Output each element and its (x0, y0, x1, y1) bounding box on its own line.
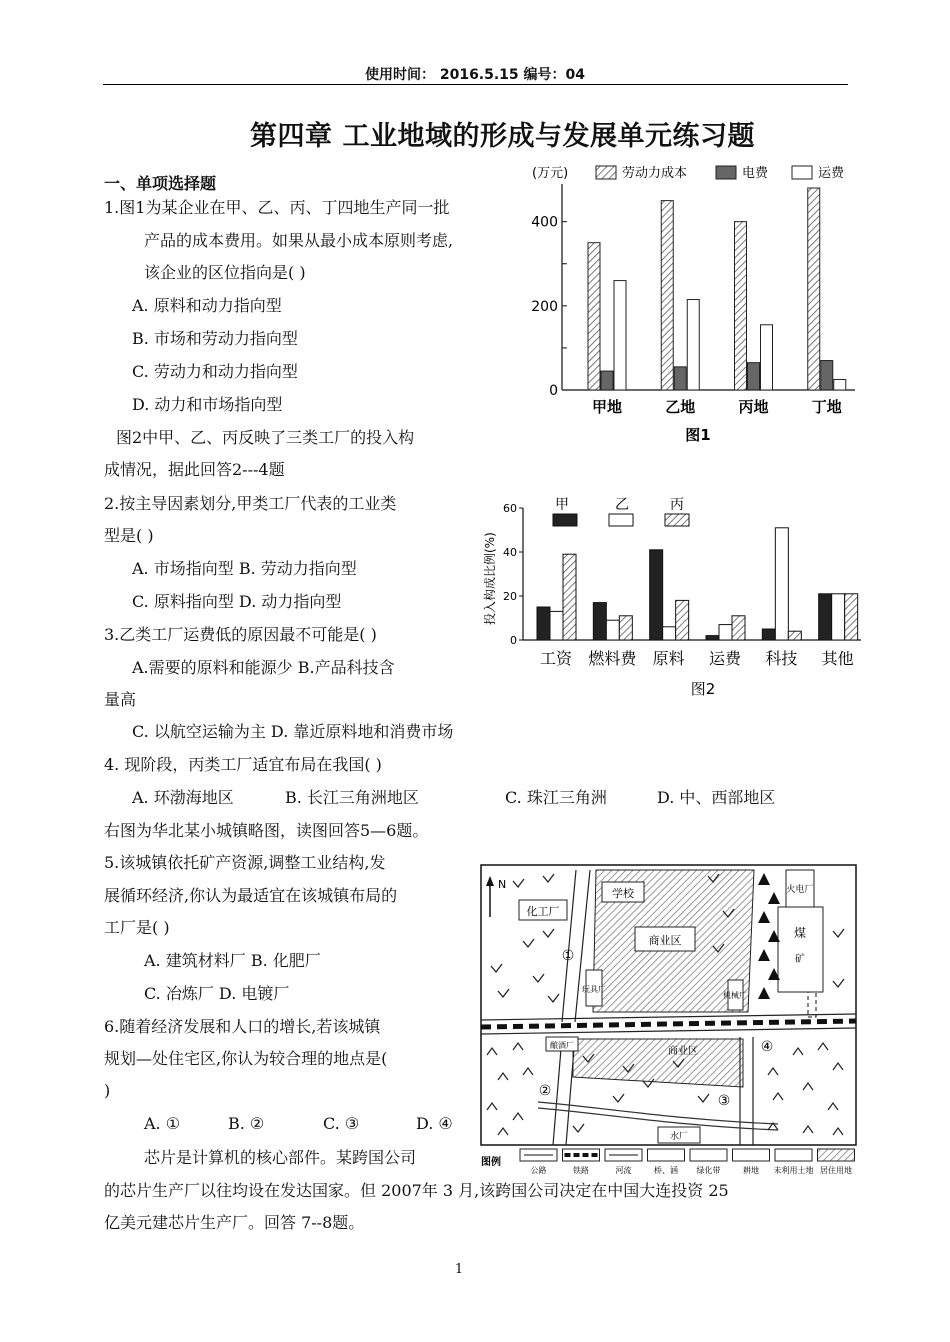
q4-stem: 4. 现阶段，丙类工厂适宜布局在我国( ) (104, 755, 382, 774)
section-heading: 一、单项选择题 (104, 174, 217, 193)
fig2-ytick-label: 20 (503, 590, 517, 603)
figure-2-chart (478, 495, 863, 705)
legend-label: 铁路 (573, 1166, 589, 1175)
q1-stem-2: 产品的成本费用。如果从最小成本原则考虑, (144, 231, 454, 250)
fig1-legend-power: 电费 (742, 166, 769, 181)
fig1-legend-swatch-labor (596, 166, 616, 179)
fig2-bar-3 (563, 554, 576, 640)
fig2-legend-swatch-bing (665, 514, 689, 526)
q4-option-d: D. 中、西部地区 (657, 788, 776, 807)
q6-option-c: C. ③ (323, 1114, 360, 1133)
fig1-bar-1 (588, 243, 600, 390)
fig2-legend-yi: 乙 (615, 497, 629, 513)
fig1-legend-labor: 劳动力成本 (622, 166, 688, 181)
fig1-bar-1 (661, 201, 673, 390)
fig2-bar-2 (775, 528, 788, 640)
q2-options-cd: C. 原料指向型 D. 动力指向型 (132, 592, 342, 611)
map-label-school: 学校 (612, 887, 634, 900)
fig2-bar-3 (788, 631, 801, 640)
map-label-north: N (498, 878, 507, 891)
fig1-bar-3 (687, 300, 699, 390)
q6-option-d: D. ④ (416, 1114, 453, 1133)
q5-options-ab: A. 建筑材料厂 B. 化肥厂 (144, 951, 321, 970)
fig2-category-label: 燃料费 (588, 649, 637, 668)
fig2-bar-1 (537, 607, 550, 640)
fig2-category-label: 科技 (765, 649, 798, 668)
q6-stem-1: 6.随着经济发展和人口的增长,若该城镇 (104, 1017, 381, 1036)
q1-option-a: A. 原料和动力指向型 (132, 296, 282, 315)
fig2-category-label: 原料 (652, 649, 685, 668)
q4-option-c: C. 珠江三角洲 (505, 788, 607, 807)
q1-option-c: C. 劳动力和动力指向型 (132, 362, 298, 381)
town-map (478, 862, 862, 1178)
intro-7-8-line2: 的芯片生产厂以往均设在发达国家。但 2007年 3 月,该跨国公司决定在中国大连投资 25 (104, 1181, 729, 1200)
header-meta: 使用时间： 2016.5.15 编号：04 (364, 67, 586, 83)
fig1-category-label: 甲地 (591, 398, 623, 416)
fig1-bar-3 (834, 379, 846, 390)
q1-stem-3: 该企业的区位指向是( ) (144, 263, 306, 282)
fig2-ytick-label: 40 (503, 546, 517, 559)
fig1-ytick-label: 0 (549, 383, 558, 399)
fig2-bar-3 (676, 600, 689, 640)
fig2-ytick-label: 60 (503, 502, 517, 515)
legend-swatch (648, 1149, 685, 1161)
fig2-ytick-label: 0 (510, 634, 517, 647)
legend-label: 公路 (530, 1166, 547, 1175)
map-marker-1: ① (561, 948, 575, 964)
intro-7-8-line1: 芯片是计算机的核心部件。某跨国公司 (144, 1148, 417, 1167)
map-marker-3: ③ (717, 1093, 731, 1109)
map-label-power: 火电厂 (786, 885, 814, 895)
fig1-caption: 图1 (685, 426, 711, 444)
map-label-commerce2: 商业区 (668, 1046, 698, 1057)
fig2-caption: 图2 (690, 680, 716, 698)
map-label-brew: 酿酒厂 (550, 1041, 574, 1050)
fig2-legend-jia: 甲 (555, 497, 569, 513)
fig2-bar-2 (550, 611, 563, 640)
map-label-machine: 机械厂 (723, 991, 747, 1000)
fig1-bar-3 (614, 281, 626, 390)
fig2-bar-2 (606, 620, 619, 640)
fig1-bar-2 (821, 361, 833, 390)
q3-options-cd: C. 以航空运输为主 D. 靠近原料地和消费市场 (132, 722, 454, 741)
map-label-water: 水厂 (669, 1132, 689, 1142)
fig2-bar-3 (845, 594, 858, 640)
q2-options-ab: A. 市场指向型 B. 劳动力指向型 (132, 559, 357, 578)
q5-options-cd: C. 冶炼厂 D. 电镀厂 (144, 984, 290, 1003)
fig2-bar-2 (663, 627, 676, 640)
map-label-coal: 煤 (793, 926, 807, 940)
fig2-legend-swatch-jia (553, 514, 577, 526)
map-legend-title: 图例 (481, 1157, 501, 1168)
intro-7-8-line3: 亿美元建芯片生产厂。回答 7--8题。 (104, 1213, 365, 1232)
q6-stem-3: ) (104, 1081, 111, 1100)
legend-label: 河流 (615, 1166, 632, 1175)
legend-label: 未利用土地 (773, 1166, 814, 1175)
fig2-bar-1 (762, 629, 775, 640)
intro-2-4-line1: 图2中甲、乙、丙反映了三类工厂的投入构 (116, 428, 415, 447)
fig1-bar-1 (808, 188, 820, 390)
fig1-legend-freight: 运费 (818, 166, 845, 181)
legend-label: 桥、涵 (654, 1166, 678, 1175)
fig1-ytick-label: 400 (531, 214, 558, 231)
legend-label: 耕地 (743, 1166, 759, 1175)
legend-swatch (775, 1149, 812, 1161)
intro-2-4-line2: 成情况，据此回答2---4题 (104, 460, 285, 479)
figure-1-chart (530, 158, 860, 450)
fig2-bar-3 (732, 616, 745, 640)
q6-stem-2: 规划—处住宅区,你认为较合理的地点是( (104, 1049, 388, 1068)
fig2-ylabel: 投入构成比例(%) (483, 532, 497, 625)
q2-stem-2: 型是( ) (104, 526, 154, 545)
map-label-commerce1: 商业区 (648, 934, 682, 947)
fig1-bar-2 (748, 363, 760, 390)
fig1-unit-label: (万元) (532, 166, 569, 181)
q5-stem-1: 5.该城镇依托矿产资源,调整工业结构,发 (104, 853, 386, 872)
fig1-category-label: 丙地 (738, 398, 769, 416)
map-label-mine: 矿 (795, 954, 805, 965)
fig2-legend-bing: 丙 (670, 497, 684, 513)
fig2-category-label: 运费 (708, 649, 742, 668)
fig2-bar-1 (819, 594, 832, 640)
q3-options-ab-1: A.需要的原料和能源少 B.产品科技含 (132, 658, 395, 677)
q4-option-a: A. 环渤海地区 (132, 788, 234, 807)
q5-stem-2: 展循环经济,你认为最适宜在该城镇布局的 (104, 886, 398, 905)
fig2-bar-2 (832, 594, 845, 640)
fig1-bar-2 (674, 367, 686, 390)
fig1-bar-1 (735, 222, 747, 390)
fig2-bar-1 (706, 636, 719, 640)
fig1-category-label: 丁地 (811, 398, 842, 416)
legend-swatch (818, 1149, 855, 1161)
page-title: 第四章 工业地域的形成与发展单元练习题 (250, 121, 755, 152)
legend-label: 居住用地 (820, 1166, 852, 1175)
q6-option-a: A. ① (144, 1114, 181, 1133)
fig1-bar-3 (761, 325, 773, 390)
q1-option-b: B. 市场和劳动力指向型 (132, 329, 298, 348)
q3-stem: 3.乙类工厂运费低的原因最不可能是( ) (104, 625, 377, 644)
q2-stem-1: 2.按主导因素划分,甲类工厂代表的工业类 (104, 494, 397, 513)
map-coal-mine (778, 907, 823, 992)
q6-option-b: B. ② (228, 1114, 265, 1133)
map-label-toy: 玩具厂 (582, 985, 606, 994)
legend-label: 绿化带 (696, 1166, 721, 1175)
legend-swatch (733, 1149, 770, 1161)
q5-stem-3: 工厂是( ) (104, 918, 170, 937)
intro-5-6: 右图为华北某小城镇略图，读图回答5—6题。 (104, 821, 429, 840)
page-number: 1 (454, 1262, 464, 1277)
header-rule (103, 84, 848, 85)
fig1-legend-swatch-power (716, 166, 736, 179)
q1-stem-1: 1.图1为某企业在甲、乙、丙、丁四地生产同一批 (104, 198, 450, 217)
fig2-legend-swatch-yi (609, 514, 633, 526)
map-marker-4: ④ (760, 1039, 774, 1055)
q4-option-b: B. 长江三角洲地区 (285, 788, 419, 807)
fig2-bar-3 (619, 616, 632, 640)
fig1-ytick-label: 200 (531, 298, 558, 315)
fig2-bar-2 (719, 625, 732, 640)
q3-options-ab-2: 量高 (104, 690, 137, 709)
map-label-chem: 化工厂 (526, 905, 560, 918)
fig2-bar-1 (650, 550, 663, 640)
legend-swatch (690, 1149, 727, 1161)
map-marker-2: ② (538, 1083, 552, 1099)
fig2-category-label: 工资 (539, 649, 573, 668)
q1-option-d: D. 动力和市场指向型 (132, 395, 283, 414)
fig1-legend-swatch-freight (792, 166, 812, 179)
fig1-category-label: 乙地 (665, 398, 696, 416)
fig2-category-label: 其他 (821, 649, 854, 668)
fig2-bar-1 (593, 603, 606, 640)
fig1-bar-2 (601, 371, 613, 390)
